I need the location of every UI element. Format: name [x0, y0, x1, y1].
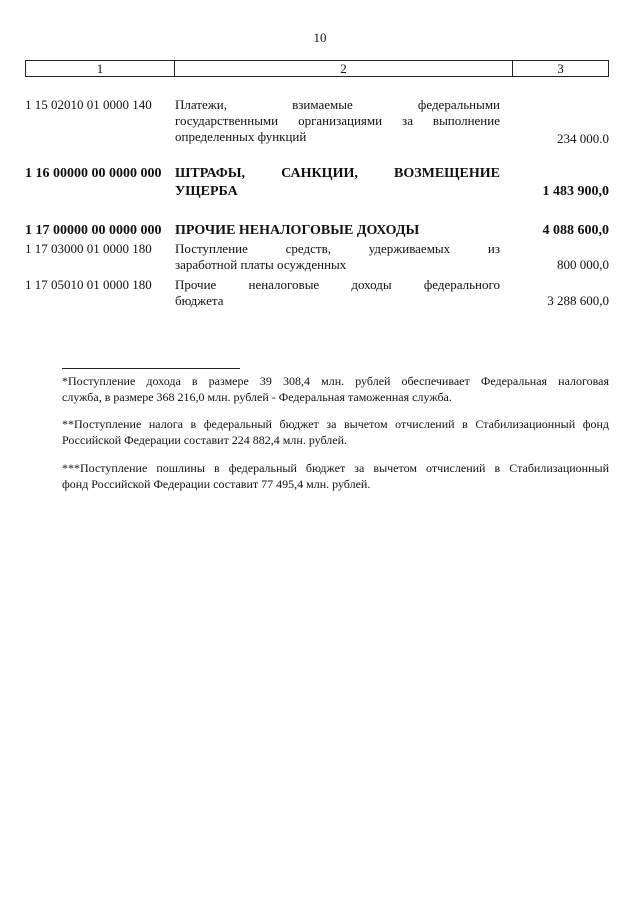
row-code: 1 17 03000 01 0000 180 [25, 241, 152, 256]
footnote-line: ***Поступление пошлины в федеральный бюджет за вычетом отчислений в Стабилизационный [62, 461, 609, 475]
footnote [62, 416, 609, 448]
row-amount: 3 288 600,0 [547, 293, 609, 308]
row-name-line: УЩЕРБА [175, 184, 238, 199]
row-amount: 234 000.0 [557, 131, 609, 146]
row-name-line: ШТРАФЫ, САНКЦИИ, ВОЗМЕЩЕНИЕ [175, 166, 500, 181]
row-name [175, 165, 500, 201]
row-code: 1 15 02010 01 0000 140 [25, 97, 152, 112]
column-header-amount: 3 [557, 61, 564, 76]
column-header-name: 2 [175, 61, 513, 76]
row-amount: 4 088 600,0 [542, 223, 609, 238]
row-amount: 800 000,0 [557, 257, 609, 272]
row-name [175, 222, 500, 240]
row-name-line: заработной платы осужденных [175, 257, 347, 272]
row-name-line: ПРОЧИЕ НЕНАЛОГОВЫЕ ДОХОДЫ [175, 223, 420, 238]
footnote-line: фонд Российской Федерации составит 77 495,4 млн. рублей. [62, 477, 371, 491]
row-code: 1 17 05010 01 0000 180 [25, 277, 152, 292]
footnote-line: **Поступление налога в федеральный бюджет за вычетом отчислений в Стабилизационный фонд [62, 417, 609, 431]
row-name-line: Поступление средств, удерживаемых из [175, 241, 500, 256]
footnote-line: *Поступление дохода в размере 39 308,4 млн. рублей обеспечивает Федеральная налоговая [62, 374, 609, 388]
footnote-separator [62, 368, 240, 369]
page-number: 10 [313, 30, 327, 45]
column-header-code: 1 [26, 61, 175, 76]
row-name-line: Платежи, взимаемые федеральными [175, 97, 500, 112]
row-name-line: Прочие неналоговые доходы федерального [175, 277, 500, 292]
footnote-line: Российской Федерации составит 224 882,4 млн. рублей. [62, 433, 348, 447]
footnote-line: служба, в размере 368 216,0 млн. рублей - Федеральная таможенная служба. [62, 390, 452, 404]
row-name-line: бюджета [175, 293, 224, 308]
footnote [62, 460, 609, 492]
row-code: 1 16 00000 00 0000 000 [25, 166, 162, 181]
row-amount: 1 483 900,0 [542, 184, 609, 199]
row-name [175, 241, 500, 273]
row-name [175, 277, 500, 309]
row-name-line: государственными организациями за выполнение [175, 113, 500, 128]
table-column-header [25, 60, 609, 77]
footnote [62, 373, 609, 405]
row-code: 1 17 00000 00 0000 000 [25, 223, 162, 238]
row-name-line: определенных функций [175, 129, 307, 144]
row-name [175, 97, 500, 145]
